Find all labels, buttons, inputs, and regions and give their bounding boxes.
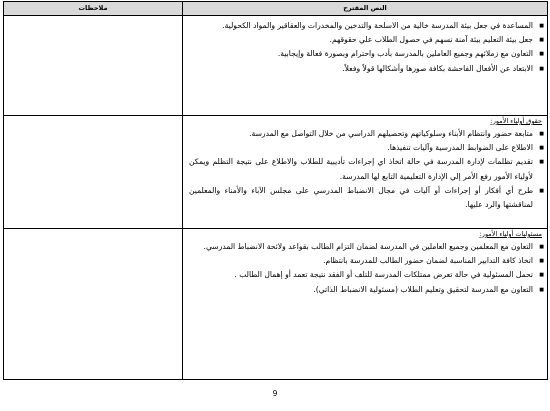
header-divider — [4, 15, 547, 16]
bullet-list — [183, 240, 547, 297]
bullet-list — [183, 127, 547, 212]
section-title: حقوق أولياء الأمور: — [490, 117, 542, 125]
list-item: ■ طرح أي أفكار أو إجراءات أو آليات في مجال الانضباط المدرسي على مجلس الآباء والأمناء والمعلمين لمناقشتها والرد عليها. — [183, 184, 547, 212]
list-item: ■ المساعدة في جعل بيئة المدرسة خالية من الاسلحة والتدخين والمخدرات والعقاقير والمواد الكحولية. — [183, 19, 547, 33]
list-item: ■ الابتعاد عن الأفعال الفاحشة بكافة صورها وأشكالها قولاً وفعلاً. — [183, 62, 547, 76]
proposed-text-column-header: النص المقترح — [343, 4, 387, 12]
parent-rights-section — [183, 116, 547, 227]
student-duties-section — [183, 17, 547, 114]
bullet-list — [183, 19, 547, 76]
list-item: ■ التعاون مع المعلمين وجميع العاملين في المدرسة لضمان التزام الطالب بقواعد ولائحة الانضباط المدرسي. — [183, 240, 547, 254]
list-item: ■ التعاون مع المدرسة لتحقيق وتعليم الطلاب (مسئولية الانضباط الذاتي). — [183, 283, 547, 297]
table-header-row — [4, 2, 547, 15]
list-item: ■ تحمل المسئولية في حالة تعرض ممتلكات المدرسة للتلف أو الفقد نتيجة تعمد أو إهمال الطالب . — [183, 268, 547, 282]
list-item: ■ الاطلاع على الضوابط المدرسية وآليات تنفيذها. — [183, 141, 547, 155]
list-item: ■ التعاون مع زملائهم وجميع العاملين بالمدرسة بأدب واحترام وبصورة فعالة وإيجابية. — [183, 47, 547, 61]
list-item: ■ جعل بيئة التعليم بيئة آمنة تسهم في حصول الطلاب علي حقوقهم. — [183, 33, 547, 47]
page-number: 9 — [272, 389, 278, 398]
parent-responsibilities-section — [183, 229, 547, 379]
list-item: ■ اتخاذ كافة التدابير المناسبة لضمان حضور الطالب للمدرسة بانتظام. — [183, 254, 547, 268]
policy-table — [3, 1, 548, 380]
section-title: مسئوليات أولياء الأمور: — [479, 230, 542, 238]
list-item: ■ متابعة حضور وانتظام الأبناء وسلوكياتهم وتحصيلهم الدراسي من خلال التواصل مع المدرسة. — [183, 127, 547, 141]
notes-column-header: ملاحظات — [78, 4, 108, 12]
list-item: ■ تقديم تظلمات لإدارة المدرسة في حالة اتخاذ اي إجراءات تأديبية للطلاب والاطلاع على نتيجة التظلم ويمكن لأولياء الأمور رفع الأمر إلي الإدارة التعليمية التابع لها المدرسة. — [183, 155, 547, 183]
